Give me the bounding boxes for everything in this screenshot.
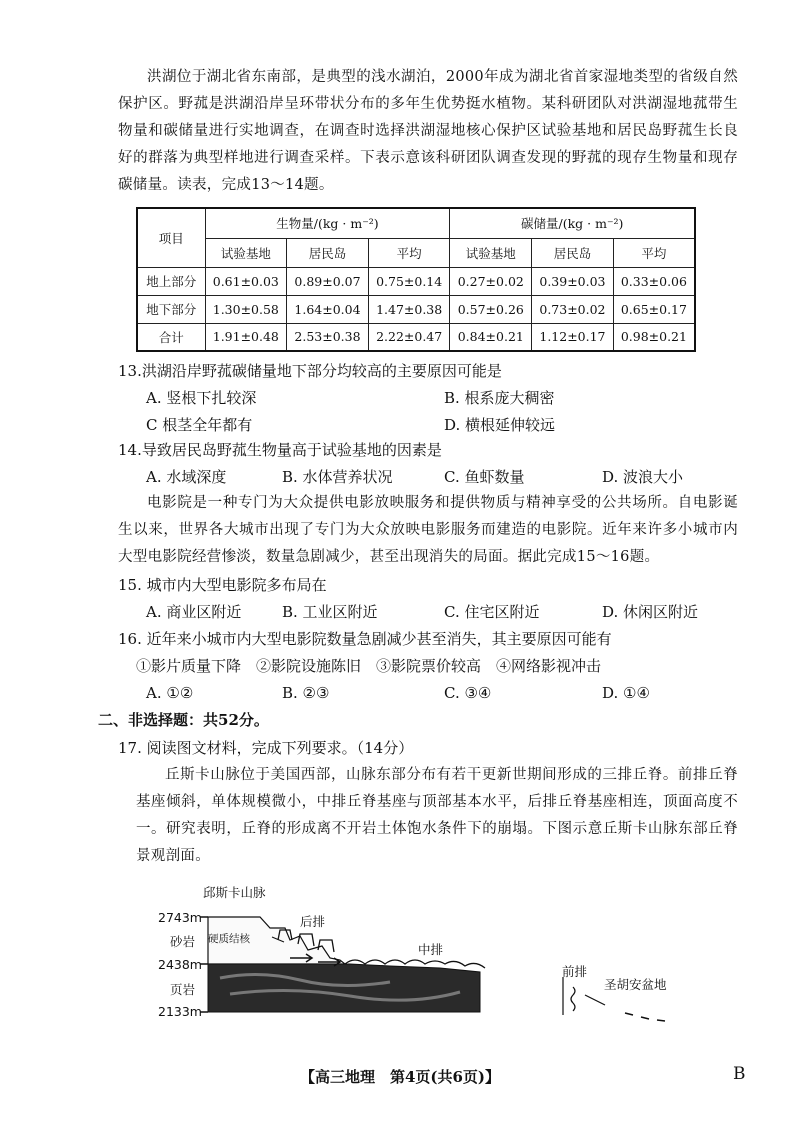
- front-row-label: 前排: [562, 964, 588, 979]
- intro-paragraph-13-14: 洪湖位于湖北省东南部，是典型的浅水湖泊，2000年成为湖北省首家湿地类型的省级自然保护区。野菰是洪湖沿岸呈环带状分布的多年生优势挺水植物。某科研团队对洪湖湿地菰带生物量和碳储量进行实地调查，在调查时选择洪湖湿地核心保护区试验基地和居民岛野菰生长良好的群落为典型样地进行调查采样。下表示意该科研团队调查发现的野菰的现存生物量和现存碳储量。读表，完成13～14题。: [118, 69, 738, 193]
- q17-stem: 17. 阅读图文材料，完成下列要求。（14分）: [118, 739, 414, 757]
- table-group-biomass: 生物量/(kg · m⁻²): [205, 208, 450, 238]
- table-cell: 0.75±0.14: [368, 267, 450, 295]
- table-subheader: 居民岛: [532, 238, 614, 267]
- q13-option-a: A. 竖根下扎较深: [146, 389, 257, 407]
- section-heading-2: 二、非选择题：共52分。: [98, 711, 269, 729]
- q16-option-c: C. ③④: [444, 684, 492, 702]
- table-subheader: 平均: [613, 238, 695, 267]
- biomass-carbon-table: [136, 207, 696, 352]
- table-cell: 0.89±0.07: [287, 267, 369, 295]
- q15-stem: 15. 城市内大型电影院多布局在: [118, 576, 327, 594]
- intro-paragraph-15-16: 电影院是一种专门为大众提供电影放映服务和提供物质与精神享受的公共场所。自电影诞生以来，世界各大城市出现了专门为大众放映电影服务而建造的电影院。近年来许多小城市内大型电影院经营惨淡，数量急剧减少，甚至出现消失的局面。据此完成15～16题。: [118, 495, 738, 565]
- q15-option-d: D. 休闲区附近: [602, 603, 699, 621]
- table-cell: 0.84±0.21: [450, 323, 532, 351]
- elevation-top-label: 2743m: [158, 910, 202, 925]
- table-row: [137, 295, 695, 323]
- table-cell: 2.22±0.47: [368, 323, 450, 351]
- table-cell: 0.33±0.06: [613, 267, 695, 295]
- q15-option-a: A. 商业区附近: [146, 603, 242, 621]
- table-cell: 1.30±0.58: [205, 295, 287, 323]
- shale-label: 页岩: [170, 982, 196, 997]
- figure-title: 邱斯卡山脉: [203, 885, 266, 900]
- sandstone-label: 砂岩: [170, 934, 196, 949]
- q16-items: ①影片质量下降 ②影院设施陈旧 ③影院票价较高 ④网络影视冲击: [136, 657, 602, 675]
- q16-option-d: D. ①④: [602, 684, 650, 702]
- table-cell: 1.91±0.48: [205, 323, 287, 351]
- q15-option-b: B. 工业区附近: [282, 603, 378, 621]
- table-cell: 0.61±0.03: [205, 267, 287, 295]
- q14-option-a: A. 水域深度: [146, 468, 227, 486]
- shale-layer: [208, 964, 480, 1012]
- q15-option-c: C. 住宅区附近: [444, 603, 540, 621]
- q14-option-d: D. 波浪大小: [602, 468, 684, 486]
- q13-stem: 13.洪湖沿岸野菰碳储量地下部分均较高的主要原因可能是: [118, 362, 502, 380]
- basin-dashed-line: [625, 1013, 665, 1021]
- front-row-ridge: [571, 987, 575, 1011]
- basin-label: 圣胡安盆地: [604, 977, 667, 992]
- table-subheader: 居民岛: [287, 238, 369, 267]
- paper-version-letter: B: [733, 1064, 746, 1084]
- table-cell: 1.12±0.17: [532, 323, 614, 351]
- table-cell: 0.27±0.02: [450, 267, 532, 295]
- q13-option-b: B. 根系庞大稠密: [444, 389, 555, 407]
- q14-stem: 14.导致居民岛野菰生物量高于试验基地的因素是: [118, 441, 442, 459]
- row-label: 地上部分: [137, 267, 205, 295]
- q14-option-b: B. 水体营养状况: [282, 468, 393, 486]
- q13-option-c: C 根茎全年都有: [146, 416, 253, 434]
- q14-option-c: C. 鱼虾数量: [444, 468, 525, 486]
- q16-stem: 16. 近年来小城市内大型电影院数量急剧减少甚至消失，其主要原因可能有: [118, 630, 612, 648]
- hard-core-label: 硬质结核: [208, 933, 250, 945]
- q16-option-a: A. ①②: [146, 684, 194, 702]
- table-cell: 2.53±0.38: [287, 323, 369, 351]
- elevation-mid-label: 2438m: [158, 957, 202, 972]
- back-row-label: 后排: [300, 914, 326, 929]
- table-cell: 1.47±0.38: [368, 295, 450, 323]
- row-label: 地下部分: [137, 295, 205, 323]
- table-subheader: 试验基地: [205, 238, 287, 267]
- row-label: 合计: [137, 323, 205, 351]
- table-cell: 0.73±0.02: [532, 295, 614, 323]
- table-row: [137, 323, 695, 351]
- middle-row-label: 中排: [418, 942, 444, 957]
- table-subheader: 试验基地: [450, 238, 532, 267]
- table-cell: 0.98±0.21: [613, 323, 695, 351]
- table-cell: 0.57±0.26: [450, 295, 532, 323]
- table-group-carbon: 碳储量/(kg · m⁻²): [450, 208, 695, 238]
- table-cell: 0.65±0.17: [613, 295, 695, 323]
- basin-slope: [585, 995, 605, 1005]
- q16-option-b: B. ②③: [282, 684, 330, 702]
- elevation-bottom-label: 2133m: [158, 1004, 202, 1019]
- table-cell: 1.64±0.04: [287, 295, 369, 323]
- table-item-header: 项目: [137, 208, 205, 267]
- table-cell: 0.39±0.03: [532, 267, 614, 295]
- page-footer: 【高三地理 第4页(共6页)】: [299, 1068, 501, 1086]
- table-row: [137, 267, 695, 295]
- q17-text: 丘斯卡山脉位于美国西部，山脉东部分布有若干更新世期间形成的三排丘脊。前排丘脊基座倾斜，单体规模微小，中排丘脊基座与顶部基本水平，后排丘脊基座相连，顶面高度不一。研究表明，丘脊的形成离不开岩土体饱水条件下的崩塌。下图示意丘斯卡山脉东部丘脊景观剖面。: [136, 767, 738, 864]
- table-subheader: 平均: [368, 238, 450, 267]
- q13-option-d: D. 横根延伸较远: [444, 416, 556, 434]
